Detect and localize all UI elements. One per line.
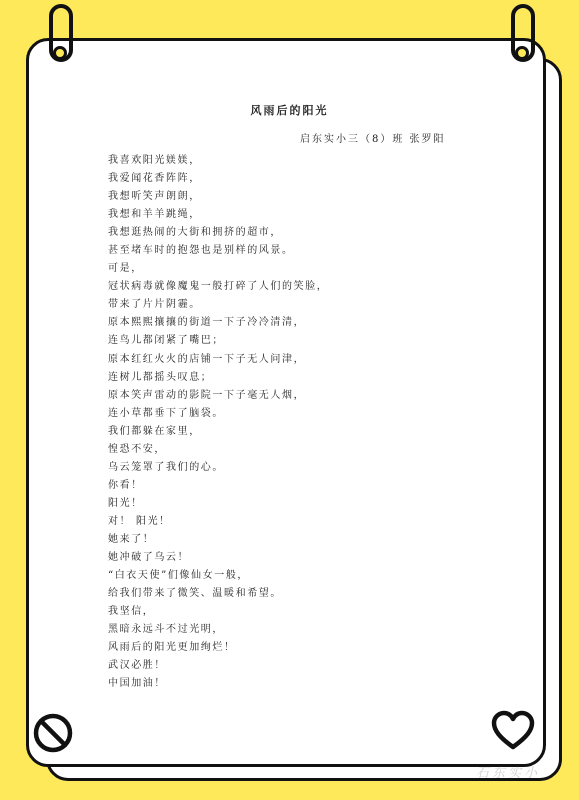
poem-line: 原本笑声雷动的影院一下子毫无人烟，	[108, 389, 306, 401]
poem-line: 风雨后的阳光更加绚烂！	[108, 642, 236, 654]
poem-line: 我们都躲在家里，	[108, 425, 201, 437]
poem-line: 我想听笑声朗朗，	[108, 191, 201, 203]
poem-line: 我想逛热闹的大街和拥挤的超市，	[108, 227, 282, 239]
poem-line: 你看！	[108, 479, 143, 491]
punch-hole-right	[515, 46, 529, 60]
poem-line: 甚至堵车时的抱怨也是别样的风景。	[108, 245, 294, 257]
poem-line: 连树儿都摇头叹息；	[108, 371, 213, 383]
poem-line: 我想和羊羊跳绳，	[108, 209, 201, 221]
poem-line: 带来了片片阴霾。	[108, 299, 201, 311]
poem-line: 武汉必胜！	[108, 660, 166, 672]
poem-line: 她冲破了乌云！	[108, 552, 190, 564]
poem-line: 原本红红火火的店铺一下子无人问津，	[108, 353, 306, 365]
poem-line: 中国加油！	[108, 678, 166, 690]
heart-icon	[491, 709, 535, 753]
poem-line: 她来了！	[108, 533, 155, 545]
poem-line: 我坚信，	[108, 606, 155, 618]
poem-line: 原本熙熙攘攘的街道一下子冷冷清清，	[108, 317, 306, 329]
poem-line: 黑暗永远斗不过光明，	[108, 624, 224, 636]
forbid-icon	[32, 712, 74, 754]
poem-line: 我喜欢阳光媄媄，	[108, 155, 201, 166]
poem-byline: 启东实小三（8）班 张罗阳	[300, 134, 446, 145]
poem-line: 乌云笼罩了我们的心。	[108, 461, 224, 473]
poem-title: 风雨后的阳光	[250, 104, 329, 117]
poem-line: 对！ 阳光！	[108, 515, 171, 527]
watermark: 石东实小	[476, 766, 541, 781]
poem-line: 连小草都垂下了脑袋。	[108, 407, 224, 419]
poem-line: 惶恐不安，	[108, 443, 166, 455]
poem-line: 给我们带来了微笑、温暖和希望。	[108, 588, 282, 600]
poem-line: 我爱闻花香阵阵，	[108, 173, 201, 185]
poem-line: 阳光！	[108, 497, 143, 509]
poem-line: 可是，	[108, 263, 143, 275]
poem-line: “白衣天使”们像仙女一般，	[108, 570, 250, 582]
poem-line: 连鸟儿都闭紧了嘴巴；	[108, 335, 224, 347]
punch-hole-left	[53, 46, 67, 60]
poem-body	[108, 152, 488, 693]
poem-line: 冠状病毒就像魔鬼一般打碎了人们的笑脸，	[108, 281, 329, 293]
